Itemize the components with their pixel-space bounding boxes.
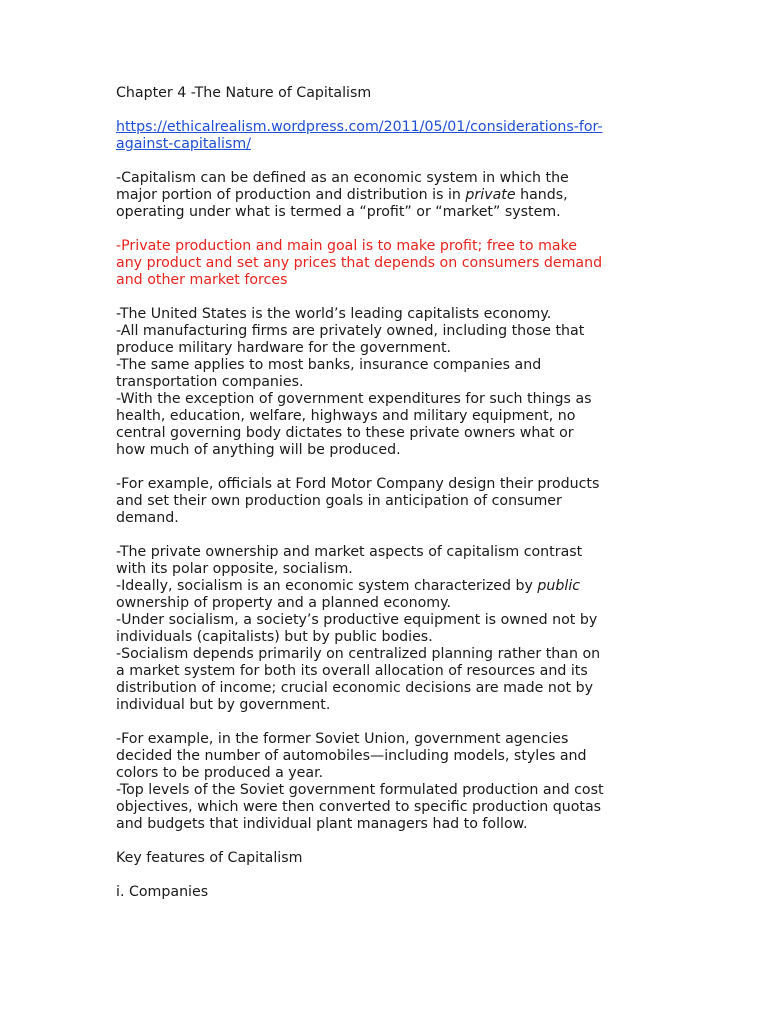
spacer — [116, 459, 661, 476]
us-line: central governing body dictates to these private owners what or — [116, 425, 574, 441]
highlight-line: any product and set any prices that depends on consumers demand — [116, 255, 603, 271]
source-link-line-1[interactable]: https://ethicalrealism.wordpress.com/2011/05/01/considerations-for- — [116, 119, 603, 135]
soviet-line: decided the number of automobiles—including models, styles and — [116, 748, 587, 764]
socialism-line: -Socialism depends primarily on centralized planning rather than on — [116, 646, 601, 662]
italic-term-private: private — [465, 187, 516, 203]
socialism-section — [116, 544, 661, 714]
ford-line: -For example, officials at Ford Motor Company design their products — [116, 476, 600, 492]
us-line: health, education, welfare, highways and military equipment, no — [116, 408, 576, 424]
ford-line: demand. — [116, 510, 179, 526]
definition-text: major portion of production and distribution is in — [116, 187, 466, 203]
socialism-line: distribution of income; crucial economic decisions are made not by — [116, 680, 594, 696]
us-line: -All manufacturing firms are privately owned, including those that — [116, 323, 585, 339]
us-line: transportation companies. — [116, 374, 304, 390]
definition-line: operating under what is termed a “profit” or “market” system. — [116, 204, 561, 220]
feature-item-companies: i. Companies — [116, 884, 209, 900]
spacer — [116, 833, 661, 850]
socialism-line: individuals (capitalists) but by public bodies. — [116, 629, 433, 645]
document-page — [116, 85, 661, 901]
socialism-line: individual but by government. — [116, 697, 331, 713]
socialism-line: -Under socialism, a society’s productive equipment is owned not by — [116, 612, 598, 628]
highlight-paragraph — [116, 238, 661, 289]
us-line: -The same applies to most banks, insurance companies and — [116, 357, 542, 373]
ford-section — [116, 476, 661, 527]
soviet-line: objectives, which were then converted to specific production quotas — [116, 799, 602, 815]
us-section — [116, 306, 661, 459]
chapter-title: Chapter 4 -The Nature of Capitalism — [116, 85, 372, 101]
soviet-line: -Top levels of the Soviet government formulated production and cost — [116, 782, 604, 798]
socialism-line: -The private ownership and market aspects of capitalism contrast — [116, 544, 583, 560]
definition-paragraph — [116, 170, 661, 221]
spacer — [116, 153, 661, 170]
spacer — [116, 289, 661, 306]
soviet-line: and budgets that individual plant managers had to follow. — [116, 816, 528, 832]
soviet-line: -For example, in the former Soviet Union, government agencies — [116, 731, 569, 747]
us-line: produce military hardware for the government. — [116, 340, 452, 356]
us-line: -The United States is the world’s leading capitalists economy. — [116, 306, 552, 322]
source-link-line-2[interactable]: against-capitalism/ — [116, 136, 251, 152]
ford-line: and set their own production goals in anticipation of consumer — [116, 493, 562, 509]
key-features-heading: Key features of Capitalism — [116, 850, 303, 866]
socialism-line: a market system for both its overall allocation of resources and its — [116, 663, 588, 679]
highlight-line: -Private production and main goal is to make profit; free to make — [116, 238, 578, 254]
italic-term-public: public — [537, 578, 581, 594]
definition-line: -Capitalism can be defined as an economic system in which the — [116, 170, 569, 186]
spacer — [116, 867, 661, 884]
spacer — [116, 221, 661, 238]
soviet-line: colors to be produced a year. — [116, 765, 324, 781]
us-line: how much of anything will be produced. — [116, 442, 401, 458]
highlight-line: and other market forces — [116, 272, 288, 288]
socialism-line: with its polar opposite, socialism. — [116, 561, 353, 577]
soviet-section — [116, 731, 661, 833]
definition-text: hands, — [515, 187, 568, 203]
socialism-line: ownership of property and a planned economy. — [116, 595, 451, 611]
definition-line — [116, 187, 661, 204]
spacer — [116, 714, 661, 731]
us-line: -With the exception of government expenditures for such things as — [116, 391, 592, 407]
socialism-line — [116, 578, 661, 595]
socialism-text: -Ideally, socialism is an economic system characterized by — [116, 578, 538, 594]
spacer — [116, 102, 661, 119]
spacer — [116, 527, 661, 544]
